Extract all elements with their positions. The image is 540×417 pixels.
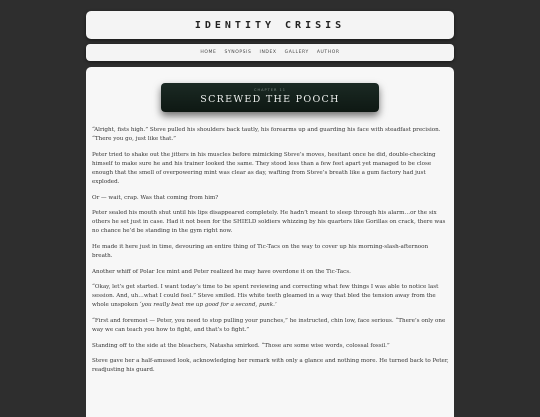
story-paragraph: He made it here just in time, devouring an entire thing of Tic-Tacs on the way to cover up his morning-slash-afternoon breath. — [92, 243, 429, 260]
nav-item-index[interactable]: INDEX — [259, 50, 277, 55]
story-paragraph: Steve gave her a half-amused look, acknowledging her remark with only a glance and nothing more. He turned back to Peter, readjusting his guard. — [92, 358, 449, 374]
story-paragraph: Another whiff of Polar Ice mint and Peter realized he may have overdone it on the Tic-Tacs. — [92, 268, 351, 275]
nav-item-synopsis[interactable]: SYNOPSIS — [224, 50, 252, 55]
chapter-heading — [161, 83, 379, 112]
story-paragraph-italic: ‘you really beat me up good for a second, punk. — [139, 302, 275, 309]
story-paragraph — [92, 283, 450, 310]
story-paragraph: Peter tried to shake out the jitters in his muscles before mimicking Steve’s moves, hesitant once he did, double-checking himself to make sure he and his trainer looked the same. They stood less than a few feet apart yet managed to be close enough that the smell of overpowering mint was clear as day, wafting from Steve’s breath like a gum factory had just exploded. — [92, 151, 436, 185]
story-paragraph: Standing off to the side at the bleachers, Natasha smirked. “Those are some wise words, colossal fossil.” — [92, 342, 390, 349]
story-paragraph: “Alright, fists high.” Steve pulled his shoulders back tautly, his forearms up and guarding his face with steadfast precision. “There you go, just like that.” — [92, 127, 441, 143]
story-paragraph: Or — wait, crap. Was that coming from him? — [92, 194, 219, 201]
site-title[interactable]: IDENTITY CRISIS — [194, 19, 346, 31]
site-header — [86, 11, 454, 39]
story-paragraph-tail: ’ — [274, 302, 277, 309]
nav-item-author[interactable]: AUTHOR — [316, 50, 340, 55]
main-nav — [86, 44, 454, 61]
story-paragraph-text: “Okay, let’s get started. I want today’s time to be spent reviewing and correcting what few things I was able to notice last session. And, uh…what I could feel.” Steve smiled. His white teeth gleamed in a way that bled the tension away from the whole unspoken — [92, 284, 439, 309]
nav-item-gallery[interactable]: GALLERY — [284, 50, 309, 55]
chapter-title: SCREWED THE POOCH — [200, 94, 340, 105]
story-text — [92, 126, 450, 382]
story-content[interactable] — [86, 67, 454, 417]
nav-item-home[interactable]: HOME — [200, 50, 217, 55]
story-paragraph: “First and foremost — Peter, you need to stop pulling your punches,” he instructed, chin low, face serious. “There’s only one way we can teach you how to fight, and that’s to fight.” — [92, 318, 446, 334]
chapter-label: CHAPTER 11 — [254, 88, 286, 92]
story-paragraph: Peter sealed his mouth shut until his lips disappeared completely. He hadn’t meant to sleep through his alarm…or the six others he set just in case. Had it not been for the SHIELD soldiers whizzing by his quarters like Gorillas on crack, there was no chance he’d be standing in the gym right now. — [92, 210, 446, 235]
